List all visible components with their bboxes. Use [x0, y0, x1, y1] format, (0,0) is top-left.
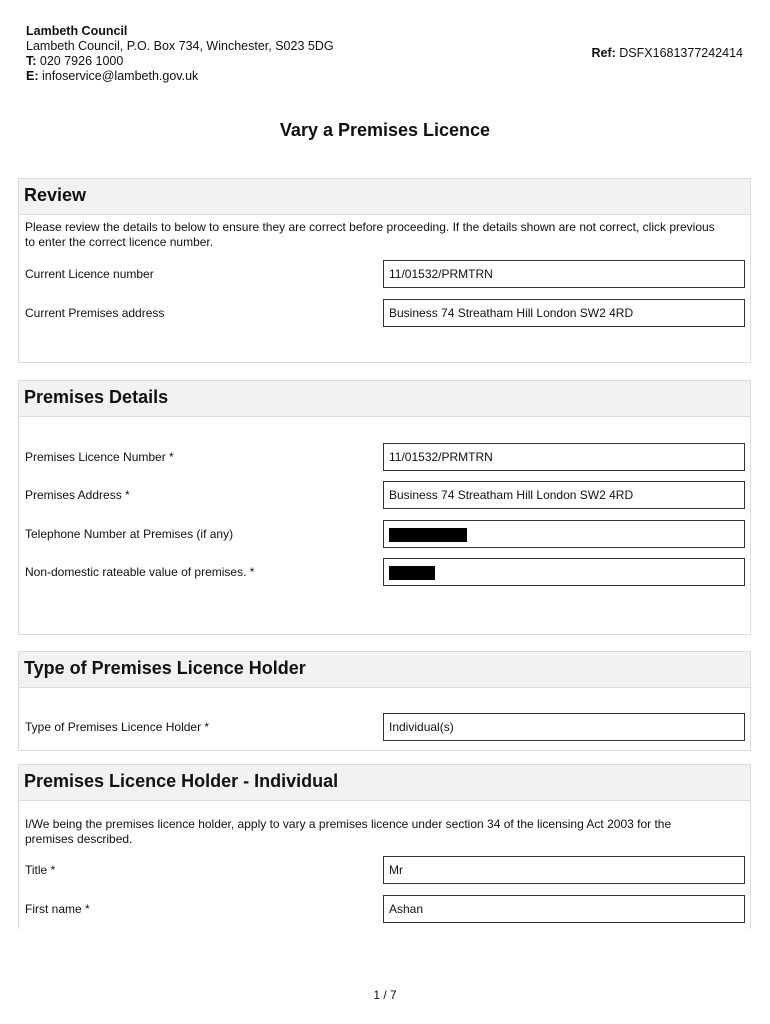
premises-address-field[interactable]: Business 74 Streatham Hill London SW2 4RD	[383, 481, 745, 509]
title-field[interactable]: Mr	[383, 856, 745, 884]
council-header	[26, 24, 334, 84]
premises-details-heading: Premises Details	[19, 381, 750, 417]
field-row	[19, 713, 750, 741]
redaction-block	[389, 566, 435, 580]
review-section	[18, 178, 751, 363]
holder-type-section	[18, 651, 751, 751]
premises-details-section	[18, 380, 751, 635]
premises-licence-number-field[interactable]: 11/01532/PRMTRN	[383, 443, 745, 471]
holder-type-label: Type of Premises Licence Holder *	[25, 720, 210, 734]
holder-individual-section	[18, 764, 751, 929]
current-premises-address-label: Current Premises address	[25, 306, 165, 320]
reference-number: Ref: DSFX1681377242414	[591, 46, 743, 60]
redaction-block	[389, 528, 467, 542]
field-row	[19, 299, 750, 327]
first-name-field[interactable]: Ashan	[383, 895, 745, 923]
current-licence-number-label: Current Licence number	[25, 267, 154, 281]
field-row	[19, 895, 750, 923]
current-premises-address-field[interactable]: Business 74 Streatham Hill London SW2 4RD	[383, 299, 745, 327]
field-row	[19, 260, 750, 288]
title-label: Title *	[25, 863, 56, 877]
council-name: Lambeth Council	[26, 24, 128, 38]
telephone-label: Telephone Number at Premises (if any)	[25, 527, 234, 541]
council-phone: T: 020 7926 1000	[26, 54, 124, 68]
holder-individual-heading: Premises Licence Holder - Individual	[19, 765, 750, 801]
holder-individual-intro: I/We being the premises licence holder, apply to vary a premises licence under section 34 of the licensing Act 2003 for the premises described.	[25, 817, 672, 846]
review-heading: Review	[19, 179, 750, 215]
field-row	[19, 443, 750, 471]
field-row	[19, 520, 750, 548]
holder-type-heading: Type of Premises Licence Holder	[19, 652, 750, 688]
field-row	[19, 856, 750, 884]
rateable-value-field[interactable]	[383, 558, 745, 586]
premises-address-label: Premises Address *	[25, 488, 130, 502]
holder-type-field[interactable]: Individual(s)	[383, 713, 745, 741]
council-email: E: infoservice@lambeth.gov.uk	[26, 69, 199, 83]
council-address: Lambeth Council, P.O. Box 734, Winchester, S023 5DG	[26, 39, 334, 53]
rateable-value-label: Non-domestic rateable value of premises. *	[25, 565, 255, 579]
telephone-field[interactable]	[383, 520, 745, 548]
page-number: 1 / 7	[373, 988, 397, 1002]
review-intro: Please review the details to below to ensure they are correct before proceeding. If the details shown are not correct, click previous to enter the correct licence number.	[25, 220, 715, 249]
page-title: Vary a Premises Licence	[279, 120, 491, 140]
first-name-label: First name *	[25, 902, 90, 916]
field-row	[19, 481, 750, 509]
premises-licence-number-label: Premises Licence Number *	[25, 450, 174, 464]
current-licence-number-field[interactable]: 11/01532/PRMTRN	[383, 260, 745, 288]
field-row	[19, 558, 750, 586]
